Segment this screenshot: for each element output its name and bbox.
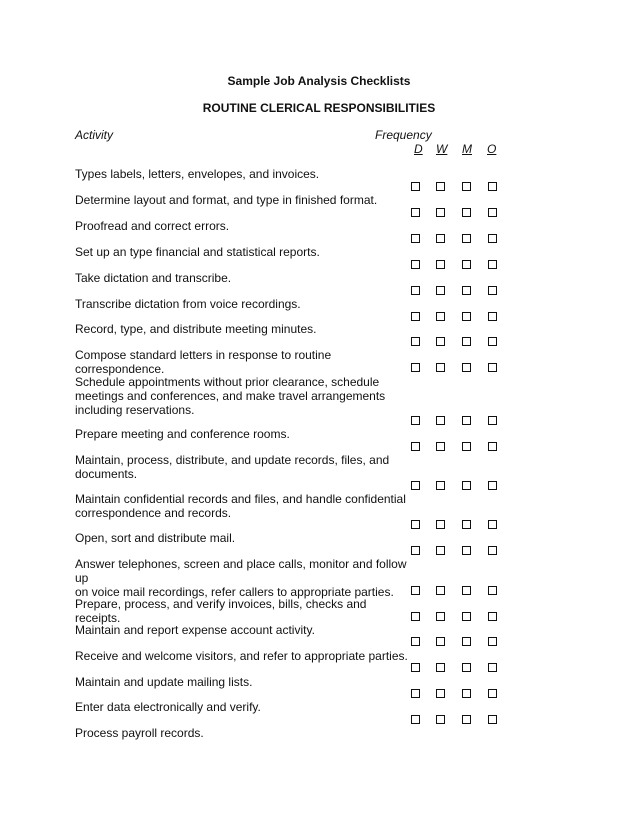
frequency-checkbox-monthly[interactable]: [462, 481, 471, 490]
frequency-checkbox-weekly[interactable]: [436, 337, 445, 346]
frequency-occasional-header: O: [487, 142, 497, 156]
frequency-checkbox-monthly[interactable]: [462, 586, 471, 595]
frequency-checkbox-occasional[interactable]: [488, 612, 497, 621]
frequency-checkbox-occasional[interactable]: [488, 208, 497, 217]
activity-item: Maintain and report expense account activity.: [75, 623, 315, 637]
frequency-weekly-header: W: [436, 142, 448, 156]
frequency-checkbox-monthly[interactable]: [462, 363, 471, 372]
frequency-checkbox-monthly[interactable]: [462, 234, 471, 243]
frequency-checkbox-occasional[interactable]: [488, 234, 497, 243]
frequency-checkbox-monthly[interactable]: [462, 663, 471, 672]
frequency-checkbox-weekly[interactable]: [436, 546, 445, 555]
section-title: ROUTINE CLERICAL RESPONSIBILITIES: [202, 101, 436, 115]
activity-item: Determine layout and format, and type in finished format.: [75, 193, 378, 207]
frequency-checkbox-daily[interactable]: [411, 182, 420, 191]
activity-column-header: Activity: [75, 128, 114, 142]
frequency-checkbox-occasional[interactable]: [488, 546, 497, 555]
frequency-checkbox-daily[interactable]: [411, 208, 420, 217]
frequency-checkbox-daily[interactable]: [411, 715, 420, 724]
frequency-checkbox-monthly[interactable]: [462, 689, 471, 698]
activity-item: Take dictation and transcribe.: [75, 271, 232, 285]
activity-item: Maintain confidential records and files, and handle confidential correspondence and records.: [75, 492, 406, 520]
frequency-checkbox-weekly[interactable]: [436, 715, 445, 724]
frequency-checkbox-occasional[interactable]: [488, 182, 497, 191]
frequency-checkbox-weekly[interactable]: [436, 260, 445, 269]
frequency-checkbox-daily[interactable]: [411, 363, 420, 372]
document-title: Sample Job Analysis Checklists: [227, 74, 411, 88]
frequency-daily-header: D: [414, 142, 423, 156]
activity-item: Enter data electronically and verify.: [75, 700, 261, 714]
frequency-checkbox-daily[interactable]: [411, 312, 420, 321]
frequency-checkbox-weekly[interactable]: [436, 208, 445, 217]
frequency-checkbox-daily[interactable]: [411, 546, 420, 555]
frequency-checkbox-monthly[interactable]: [462, 442, 471, 451]
frequency-checkbox-weekly[interactable]: [436, 312, 445, 321]
frequency-checkbox-occasional[interactable]: [488, 337, 497, 346]
frequency-checkbox-daily[interactable]: [411, 586, 420, 595]
activity-item: Receive and welcome visitors, and refer to appropriate parties.: [75, 649, 408, 663]
frequency-checkbox-occasional[interactable]: [488, 586, 497, 595]
activity-item: Answer telephones, screen and place calls, monitor and follow up on voice mail recordings, refer callers to appropriate parties.: [75, 557, 407, 599]
frequency-checkbox-daily[interactable]: [411, 442, 420, 451]
activity-item: Process payroll records.: [75, 726, 204, 740]
frequency-checkbox-occasional[interactable]: [488, 715, 497, 724]
activity-item: Schedule appointments without prior clearance, schedule meetings and conferences, and make travel arrangements including reservations.: [75, 375, 386, 417]
frequency-checkbox-weekly[interactable]: [436, 586, 445, 595]
frequency-checkbox-monthly[interactable]: [462, 286, 471, 295]
activity-item: Prepare meeting and conference rooms.: [75, 427, 290, 441]
frequency-checkbox-monthly[interactable]: [462, 208, 471, 217]
frequency-checkbox-monthly[interactable]: [462, 612, 471, 621]
frequency-checkbox-daily[interactable]: [411, 520, 420, 529]
frequency-checkbox-occasional[interactable]: [488, 312, 497, 321]
frequency-checkbox-monthly[interactable]: [462, 182, 471, 191]
frequency-checkbox-occasional[interactable]: [488, 260, 497, 269]
frequency-checkbox-monthly[interactable]: [462, 337, 471, 346]
frequency-checkbox-monthly[interactable]: [462, 637, 471, 646]
frequency-checkbox-occasional[interactable]: [488, 481, 497, 490]
frequency-checkbox-daily[interactable]: [411, 612, 420, 621]
frequency-checkbox-monthly[interactable]: [462, 520, 471, 529]
frequency-checkbox-daily[interactable]: [411, 637, 420, 646]
frequency-checkbox-occasional[interactable]: [488, 363, 497, 372]
frequency-checkbox-occasional[interactable]: [488, 663, 497, 672]
frequency-checkbox-monthly[interactable]: [462, 260, 471, 269]
frequency-checkbox-weekly[interactable]: [436, 363, 445, 372]
frequency-checkbox-weekly[interactable]: [436, 663, 445, 672]
activity-item: Prepare, process, and verify invoices, bills, checks and receipts.: [75, 597, 367, 625]
activity-item: Maintain, process, distribute, and update records, files, and documents.: [75, 453, 390, 481]
activity-item: Record, type, and distribute meeting minutes.: [75, 322, 317, 336]
activity-item: Compose standard letters in response to routine correspondence.: [75, 348, 332, 376]
frequency-checkbox-occasional[interactable]: [488, 286, 497, 295]
frequency-checkbox-daily[interactable]: [411, 337, 420, 346]
frequency-checkbox-daily[interactable]: [411, 416, 420, 425]
frequency-checkbox-weekly[interactable]: [436, 286, 445, 295]
frequency-checkbox-occasional[interactable]: [488, 689, 497, 698]
frequency-checkbox-weekly[interactable]: [436, 416, 445, 425]
activity-item: Types labels, letters, envelopes, and invoices.: [75, 167, 320, 181]
frequency-checkbox-daily[interactable]: [411, 481, 420, 490]
activity-item: Proofread and correct errors.: [75, 219, 230, 233]
frequency-checkbox-weekly[interactable]: [436, 182, 445, 191]
frequency-checkbox-monthly[interactable]: [462, 546, 471, 555]
frequency-checkbox-occasional[interactable]: [488, 442, 497, 451]
frequency-checkbox-monthly[interactable]: [462, 416, 471, 425]
frequency-checkbox-occasional[interactable]: [488, 416, 497, 425]
frequency-checkbox-weekly[interactable]: [436, 442, 445, 451]
activity-item: Set up an type financial and statistical reports.: [75, 245, 320, 259]
activity-item: Transcribe dictation from voice recordings.: [75, 297, 301, 311]
frequency-checkbox-monthly[interactable]: [462, 312, 471, 321]
frequency-monthly-header: M: [462, 142, 472, 156]
frequency-checkbox-occasional[interactable]: [488, 520, 497, 529]
frequency-checkbox-weekly[interactable]: [436, 689, 445, 698]
frequency-checkbox-weekly[interactable]: [436, 234, 445, 243]
frequency-checkbox-daily[interactable]: [411, 234, 420, 243]
frequency-checkbox-daily[interactable]: [411, 689, 420, 698]
frequency-checkbox-weekly[interactable]: [436, 612, 445, 621]
frequency-checkbox-weekly[interactable]: [436, 520, 445, 529]
activity-item: Open, sort and distribute mail.: [75, 531, 236, 545]
frequency-checkbox-daily[interactable]: [411, 260, 420, 269]
frequency-checkbox-weekly[interactable]: [436, 481, 445, 490]
frequency-checkbox-daily[interactable]: [411, 286, 420, 295]
frequency-checkbox-weekly[interactable]: [436, 637, 445, 646]
activity-item: Maintain and update mailing lists.: [75, 675, 253, 689]
frequency-checkbox-monthly[interactable]: [462, 715, 471, 724]
frequency-checkbox-occasional[interactable]: [488, 637, 497, 646]
frequency-checkbox-daily[interactable]: [411, 663, 420, 672]
frequency-column-header: Frequency: [375, 128, 432, 142]
